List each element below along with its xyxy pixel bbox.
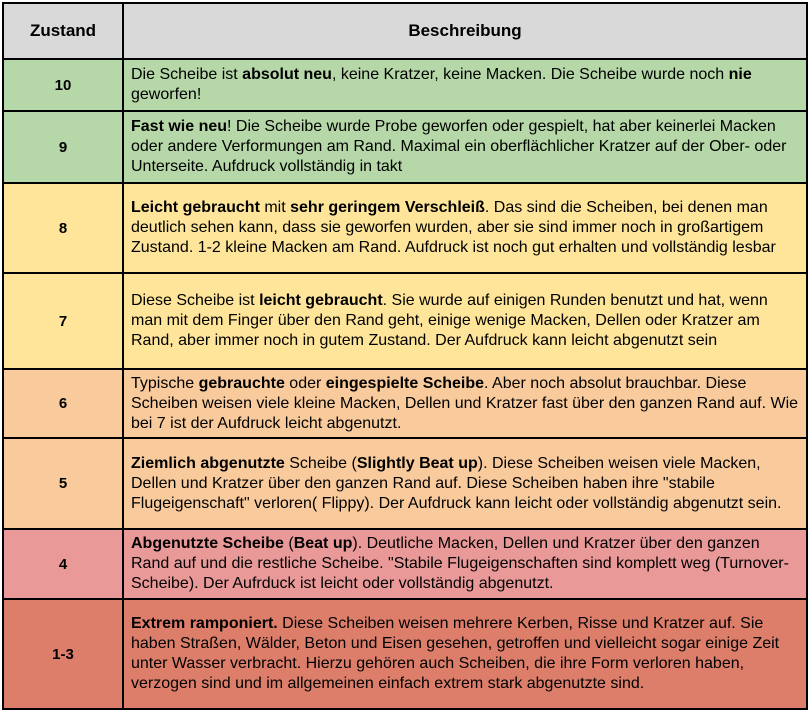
zustand-value: 8 xyxy=(3,183,123,273)
zustand-value: 4 xyxy=(3,529,123,599)
table-row xyxy=(3,438,807,529)
table-row xyxy=(3,369,807,438)
table-row xyxy=(3,529,807,599)
zustand-value: 9 xyxy=(3,111,123,183)
zustand-value: 1-3 xyxy=(3,599,123,709)
header-row xyxy=(3,3,807,59)
condition-table-container xyxy=(2,2,806,710)
zustand-value: 5 xyxy=(3,438,123,529)
table-header xyxy=(3,3,807,59)
beschreibung-text: Typische gebrauchte oder eingespielte Scheibe. Aber noch absolut brauchbar. Diese Scheiben weisen viele kleine Macken, Dellen und Kratzer fast über den ganzen Rand auf. Wie bei 7 ist der Aufdruck leicht abgenutzt. xyxy=(123,369,807,438)
beschreibung-text: Ziemlich abgenutzte Scheibe (Slightly Beat up). Diese Scheiben weisen viele Macken, Dellen und Kratzer über den ganzen Rand auf. Diese Scheiben haben ihre "stabile Flugeigenschaft" verloren( Flippy). Der Aufdruck kann leicht oder vollständig abgenutzt sein. xyxy=(123,438,807,529)
beschreibung-text: Abgenutzte Scheibe (Beat up). Deutliche Macken, Dellen und Kratzer über den ganzen Rand auf und die restliche Scheibe. "Stabile Flugeigenschaften sind komplett weg (Turnover-Scheibe). Der Aufrduck ist leicht oder vollständig abgenutzt. xyxy=(123,529,807,599)
beschreibung-text: Die Scheibe ist absolut neu, keine Kratzer, keine Macken. Die Scheibe wurde noch nie geworfen! xyxy=(123,59,807,111)
beschreibung-text: Leicht gebraucht mit sehr geringem Verschleiß. Das sind die Scheiben, bei denen man deutlich sehen kann, dass sie geworfen wurden, aber sie sind immer noch in großartigem Zustand. 1-2 kleine Macken am Rand. Aufdruck ist noch gut erhalten und vollständig lesbar xyxy=(123,183,807,273)
zustand-value: 7 xyxy=(3,273,123,369)
table-row xyxy=(3,273,807,369)
beschreibung-text: Diese Scheibe ist leicht gebraucht. Sie wurde auf einigen Runden benutzt und hat, wenn man mit dem Finger über den Rand geht, einige wenige Macken, Dellen oder Kratzer am Rand, aber immer noch in gutem Zustand. Der Aufdruck kann leicht abgenutzt sein xyxy=(123,273,807,369)
table-row xyxy=(3,599,807,709)
table-row xyxy=(3,59,807,111)
column-header-zustand: Zustand xyxy=(3,3,123,59)
table-row xyxy=(3,111,807,183)
column-header-beschreibung: Beschreibung xyxy=(123,3,807,59)
beschreibung-text: Fast wie neu! Die Scheibe wurde Probe geworfen oder gespielt, hat aber keinerlei Macken oder andere Verformungen am Rand. Maximal ein oberflächlicher Kratzer auf der Ober- oder Unterseite. Aufdruck vollständig in takt xyxy=(123,111,807,183)
zustand-value: 6 xyxy=(3,369,123,438)
table-body xyxy=(3,59,807,709)
table-row xyxy=(3,183,807,273)
condition-table xyxy=(2,2,808,710)
beschreibung-text: Extrem ramponiert. Diese Scheiben weisen mehrere Kerben, Risse und Kratzer auf. Sie haben Straßen, Wälder, Beton und Eisen gesehen, getroffen und vielleicht sogar einige Zeit unter Wasser verbracht. Hierzu gehören auch Scheiben, die ihre Form verloren haben, verzogen sind und im allgemeinen einfach extrem stark abgenutzte sind. xyxy=(123,599,807,709)
zustand-value: 10 xyxy=(3,59,123,111)
